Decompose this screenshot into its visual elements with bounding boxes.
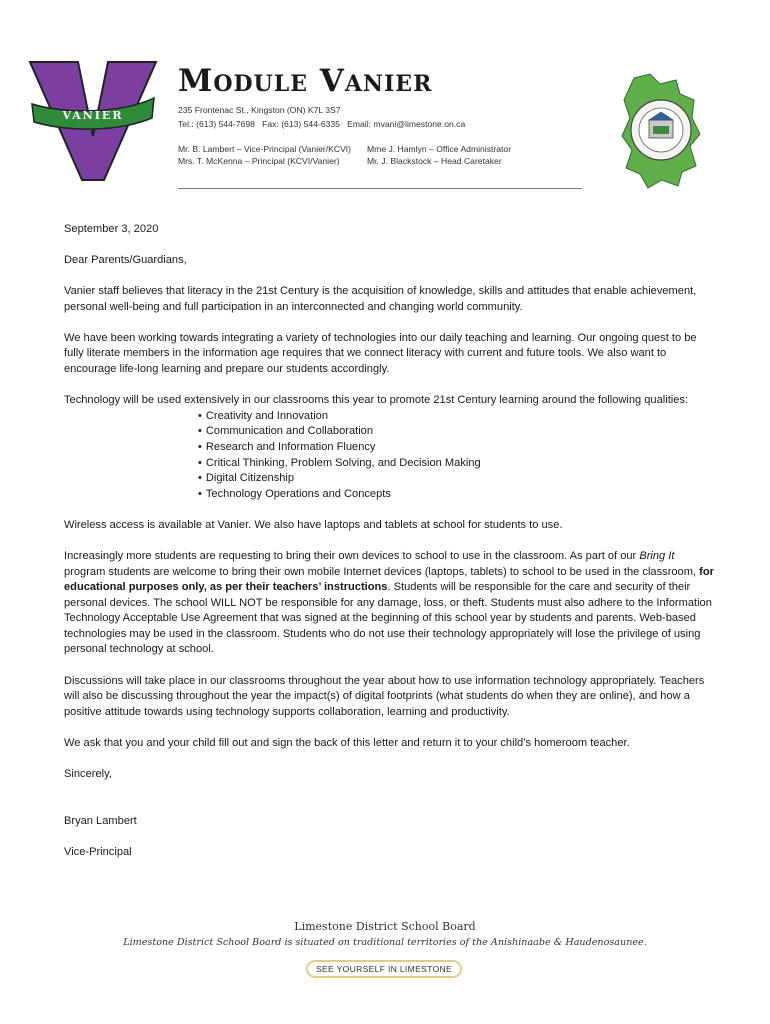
letter-date: September 3, 2020 <box>64 223 159 235</box>
bring-it-text-c: . Students will be responsible for the care and security of their personal devices. The school WILL NOT be responsible for any damage, loss, or theft. Students must also adhere to the Information Technology Acceptable Use Agreement that was signed at the beginning of this school year by students and parents. Web-based technologies may be used in the classroom. Students who do not use their technology appropriately will lose the privilege of using personal technology at school. <box>64 581 712 656</box>
bring-it-text-b: program students are welcome to bring their own mobile Internet devices (laptops, tablets) to school to be used in the classroom, <box>64 565 700 578</box>
list-item: • Research and Information Fluency <box>198 440 714 456</box>
school-address: 235 Frontenac St., Kingston (ON) K7L 3S7 <box>178 105 341 115</box>
signer-name: Bryan Lambert <box>64 814 137 827</box>
contact-line <box>178 120 465 129</box>
school-email: Email: mvani@limestone.on.ca <box>347 119 466 129</box>
footer-board-name: Limestone District School Board <box>294 920 476 933</box>
header-divider <box>178 188 582 189</box>
qualities-list <box>198 409 714 503</box>
closing: Sincerely, <box>64 767 112 780</box>
list-item: • Creativity and Innovation <box>198 409 714 425</box>
letter-body <box>64 222 714 876</box>
school-telephone: Tel.: (613) 544-7698 <box>178 119 255 129</box>
paragraph-technologies: We have been working towards integrating a variety of technologies into our daily teaching and learning. Our ongoing quest to be fully literate members in the information age requires that we connect literacy with current and future tools. We also want to encourage life-long learning and prepare our students accordingly. <box>64 331 697 376</box>
staff-vice-principal: Mr. B. Lambert – Vice-Principal (Vanier/KCVI) <box>178 144 352 154</box>
school-fax: Fax: (613) 544-6335 <box>262 119 340 129</box>
salutation: Dear Parents/Guardians, <box>64 254 187 267</box>
paragraph-qualities-intro: Technology will be used extensively in our classrooms this year to promote 21st Century learning around the following qualities: <box>64 394 689 407</box>
logo-text: VANIER <box>62 109 124 122</box>
bring-it-emphasis: for educational purposes only, as per their teachers’ instructions <box>64 565 714 594</box>
list-item: • Critical Thinking, Problem Solving, and Decision Making <box>198 456 714 472</box>
footer-land-acknowledgement: Limestone District School Board is situated on traditional territories of the Anishinaabe & Haudenosaunee. <box>123 937 647 948</box>
paragraph-wireless: Wireless access is available at Vanier. We also have laptops and tablets at school for students to use. <box>64 518 563 531</box>
footer-slogan-badge: SEE YOURSELF IN LIMESTONE <box>306 960 462 978</box>
list-item: • Digital Citizenship <box>198 471 714 487</box>
list-item: • Communication and Collaboration <box>198 424 714 440</box>
bring-it-program: Bring It <box>639 549 675 562</box>
paragraph-literacy: Vanier staff believes that literacy in the 21st Century is the acquisition of knowledge, skills and attitudes that enable achievement, personal well-being and full participation in an interconnected and changing world community. <box>64 285 697 313</box>
staff-head-caretaker: Mr. J. Blackstock – Head Caretaker <box>367 156 502 166</box>
board-crest-logo <box>620 70 702 190</box>
paragraph-bring-it <box>64 549 714 658</box>
signer-title: Vice-Principal <box>64 845 132 858</box>
paragraph-request: We ask that you and your child fill out and sign the back of this letter and return it to your child’s homeroom teacher. <box>64 736 630 749</box>
paragraph-discussions: Discussions will take place in our classrooms throughout the year about how to use information technology appropriately. Teachers will also be discussing throughout the year the impact(s) of digital footprints (what students do when they are online), and how a positive attitude towards using technology supports collaboration, learning and productivity. <box>64 674 705 718</box>
list-item: • Technology Operations and Concepts <box>198 487 714 503</box>
staff-office-administrator: Mme J. Hamlyn – Office Administrator <box>367 144 512 154</box>
vanier-v-logo <box>26 58 160 186</box>
bring-it-text-a: Increasingly more students are requesting to bring their own devices to school to use in the classroom. As part of our <box>64 549 640 562</box>
staff-principal: Mrs. T. McKenna – Principal (KCVI/Vanier) <box>178 156 340 166</box>
school-name: Module Vanier <box>178 63 433 99</box>
